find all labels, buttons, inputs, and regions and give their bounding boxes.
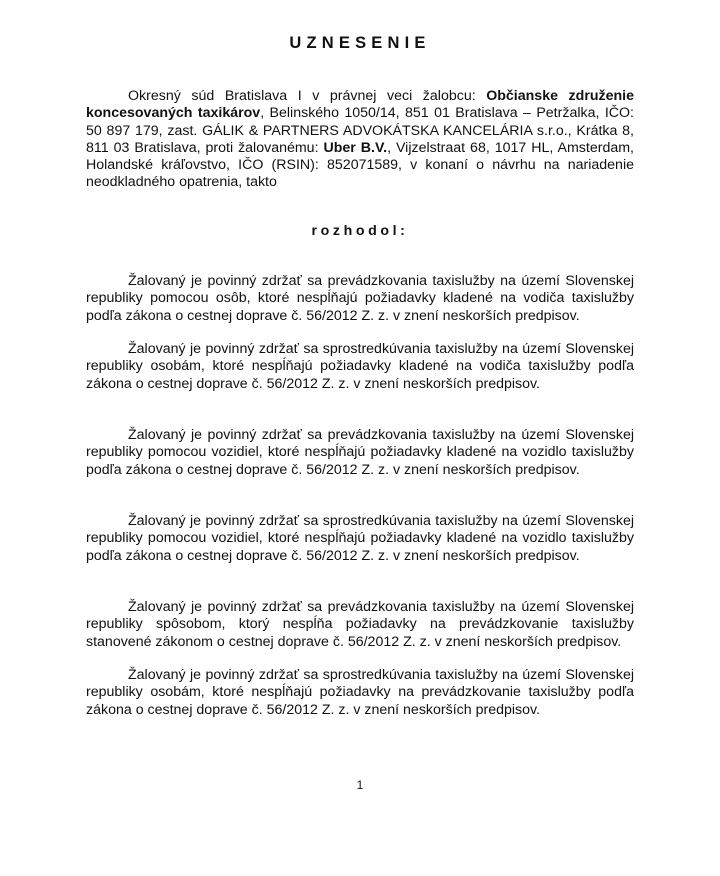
ruling-paragraph-4: Žalovaný je povinný zdržať sa sprostredkúvania taxislužby na území Slovenskej republiky pomocou vozidiel, ktoré nespĺňajú požiadavky kladené na vozidlo taxislužby podľa zákona o cestnej doprave č. 56/2012 Z. z. v znení neskorších predpisov. [86, 513, 634, 564]
intro-text-3: , Vijzelstraat 68, 1017 HL, Amsterdam, Holandské kráľovstvo, IČO (RSIN): 852071589, v konaní o návrhu na nariadenie neodkladného opatrenia, takto [86, 139, 634, 191]
document-title: UZNESENIE [289, 34, 431, 52]
ruling-paragraph-6: Žalovaný je povinný zdržať sa sprostredkúvania taxislužby na území Slovenskej republiky osobám, ktoré nespĺňajú požiadavky na prevádzkovanie taxislužby podľa zákona o cestnej doprave č. 56/2012 Z. z. v znení neskorších predpisov. [86, 667, 634, 718]
plaintiff-name: Občianske združenie koncesovaných taxikárov [86, 88, 634, 122]
intro-text-2: , Belinského 1050/14, 851 01 Bratislava – Petržalka, IČO: 50 897 179, zast. GÁLIK & PARTNERS ADVOKÁTSKA KANCELÁRIA s.r.o., Krátka 8, 811 03 Bratislava, proti žalovanému: [86, 105, 634, 156]
ruling-paragraph-2: Žalovaný je povinný zdržať sa sprostredkúvania taxislužby na území Slovenskej republiky osobám, ktoré nespĺňajú požiadavky kladené na vodiča taxislužby podľa zákona o cestnej doprave č. 56/2012 Z. z. v znení neskorších predpisov. [86, 341, 634, 392]
intro-text-1: Okresný súd Bratislava I v právnej veci žalobcu: [128, 88, 487, 104]
ruling-paragraph-3: Žalovaný je povinný zdržať sa prevádzkovania taxislužby na území Slovenskej republiky pomocou vozidiel, ktoré nespĺňajú požiadavky kladené na vozidlo taxislužby podľa zákona o cestnej doprave č. 56/2012 Z. z. v znení neskorších predpisov. [86, 427, 634, 478]
defendant-name: Uber B.V. [323, 139, 388, 156]
ruling-paragraph-5: Žalovaný je povinný zdržať sa prevádzkovania taxislužby na území Slovenskej republiky spôsobom, ktorý nespĺňa požiadavky na prevádzkovanie taxislužby stanovené zákonom o cestnej doprave č. 56/2012 Z. z. v znení neskorších predpisov. [86, 599, 634, 650]
ruling-paragraph-1: Žalovaný je povinný zdržať sa prevádzkovania taxislužby na území Slovenskej republiky pomocou osôb, ktoré nespĺňajú požiadavky kladené na vodiča taxislužby podľa zákona o cestnej doprave č. 56/2012 Z. z. v znení neskorších predpisov. [86, 273, 634, 324]
ruling-heading: rozhodol: [311, 223, 409, 239]
page-number: 1 [356, 778, 364, 792]
intro-paragraph [86, 88, 634, 192]
